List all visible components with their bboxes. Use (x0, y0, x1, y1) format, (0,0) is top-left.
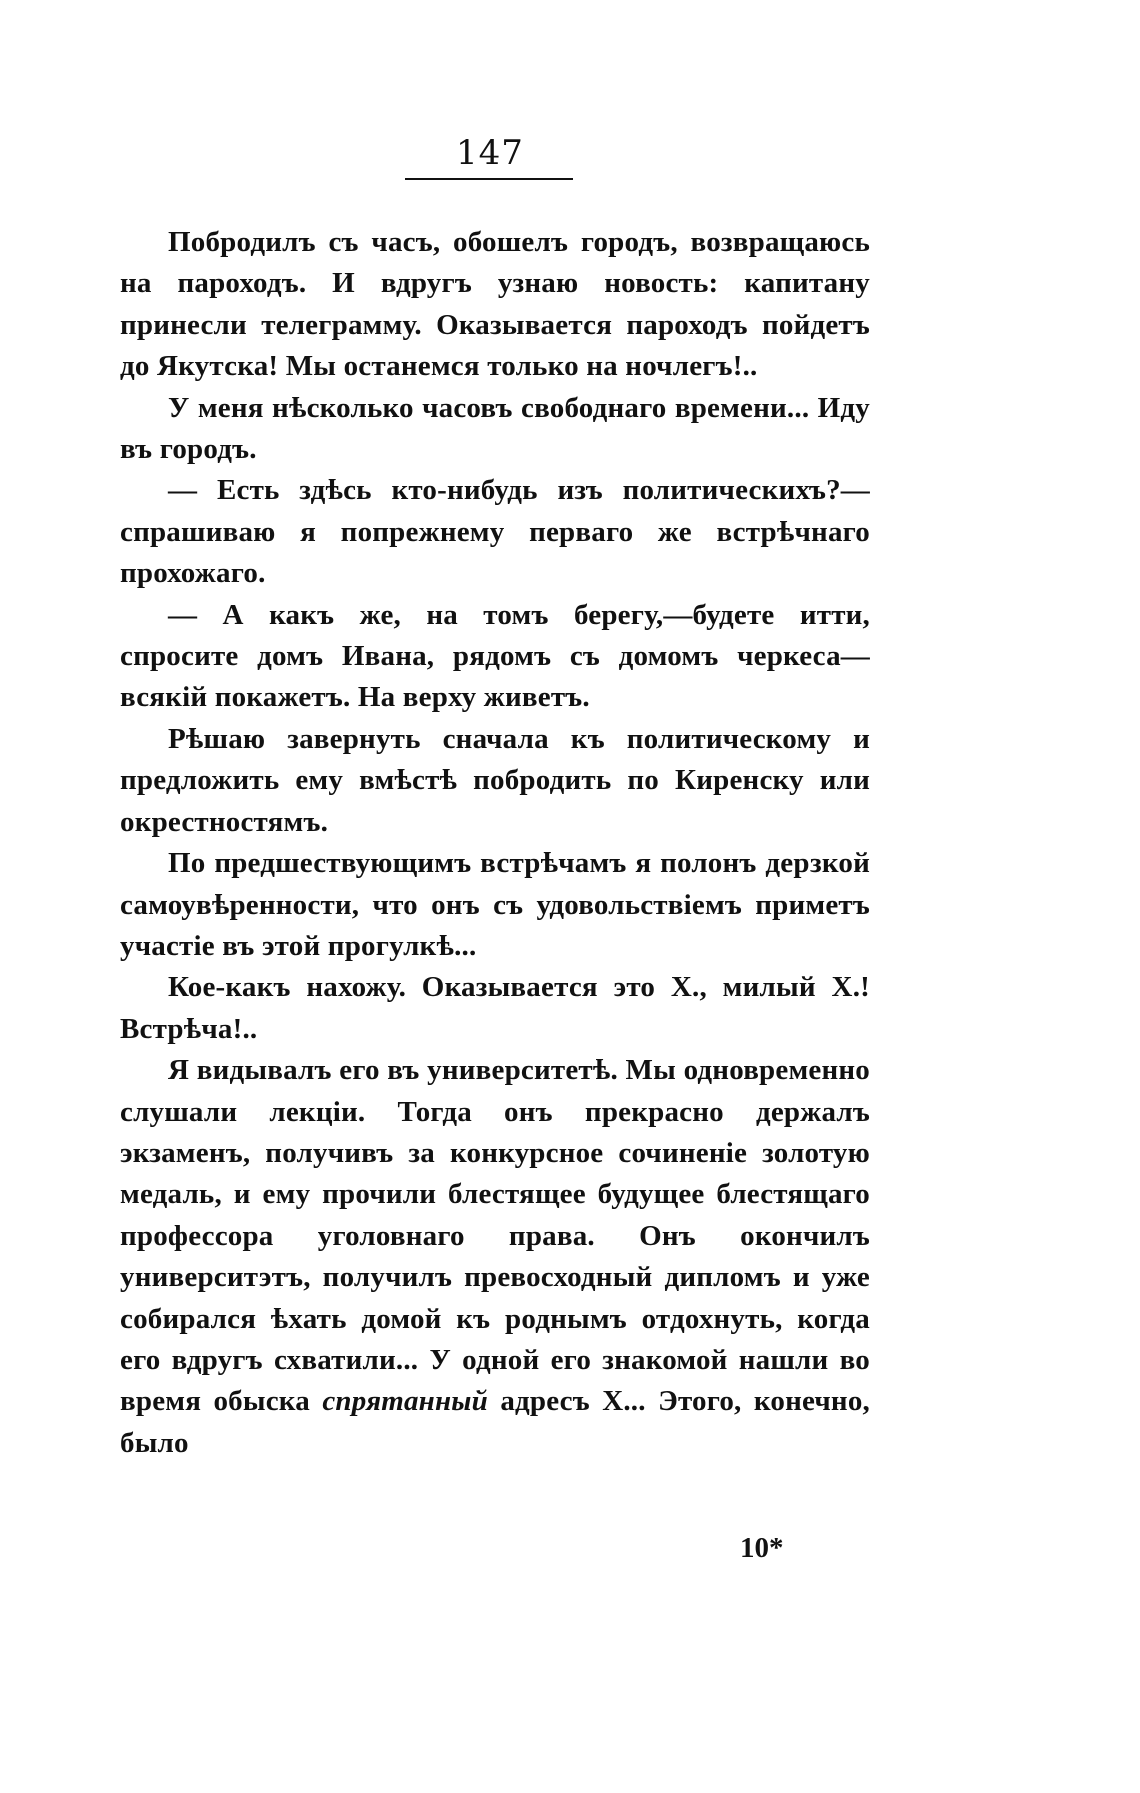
paragraph-1: Побродилъ съ часъ, обошелъ городъ, возвращаюсь на пароходъ. И вдругъ узнаю новость: капитану принесли телеграмму. Оказывается пароходъ пойдетъ до Якутска! Мы останемся только на ночлегъ!.. (120, 226, 870, 383)
paragraph-8-text-before: Я видывалъ его въ университетѣ. Мы одновременно слушали лекціи. Тогда онъ прекрасно держалъ экзаменъ, получивъ за конкурсное сочиненіе золотую медаль, и ему прочили блестящее будущее блестящаго профессора уголовнаго права. Онъ окончилъ университэтъ, получилъ превосходный дипломъ и уже собирался ѣхать домой къ роднымъ отдохнуть, когда его вдругъ схватили... У одной его знакомой нашли во время обыска (120, 1054, 870, 1418)
printer-signature-mark: 10* (740, 1532, 784, 1564)
paragraph-4-dialog: — А какъ же, на томъ берегу,—будете итти, спросите домъ Ивана, рядомъ съ домомъ черкеса— всякій покажетъ. На верху живетъ. (120, 598, 870, 714)
paragraph-8-italic: спрятанный (322, 1385, 488, 1418)
body-text (120, 222, 870, 1464)
paragraph-3-dialog: — Есть здѣсь кто-нибудь изъ политическихъ?— спрашиваю я попрежнему перваго же встрѣчнаго прохожаго. (120, 474, 870, 590)
paragraph-6: По предшествующимъ встрѣчамъ я полонъ дерзкой самоувѣренности, что онъ съ удовольствіемъ приметъ участіе въ этой прогулкѣ... (120, 847, 870, 962)
paragraph-8 (120, 1050, 870, 1464)
header-rule (405, 178, 573, 180)
page-number: 147 (456, 133, 524, 173)
paragraph-5: Рѣшаю завернуть сначала къ политическому и предложить ему вмѣстѣ побродить по Киренску или окрестностямъ. (120, 722, 870, 838)
paragraph-2: У меня нѣсколько часовъ свободнаго времени... Иду въ городъ. (120, 391, 870, 466)
paragraph-8-text-after: адресъ X... Этого, конечно, было (120, 1385, 870, 1459)
paragraph-7: Кое-какъ нахожу. Оказывается это X., милый X.! Встрѣча!.. (120, 971, 870, 1045)
